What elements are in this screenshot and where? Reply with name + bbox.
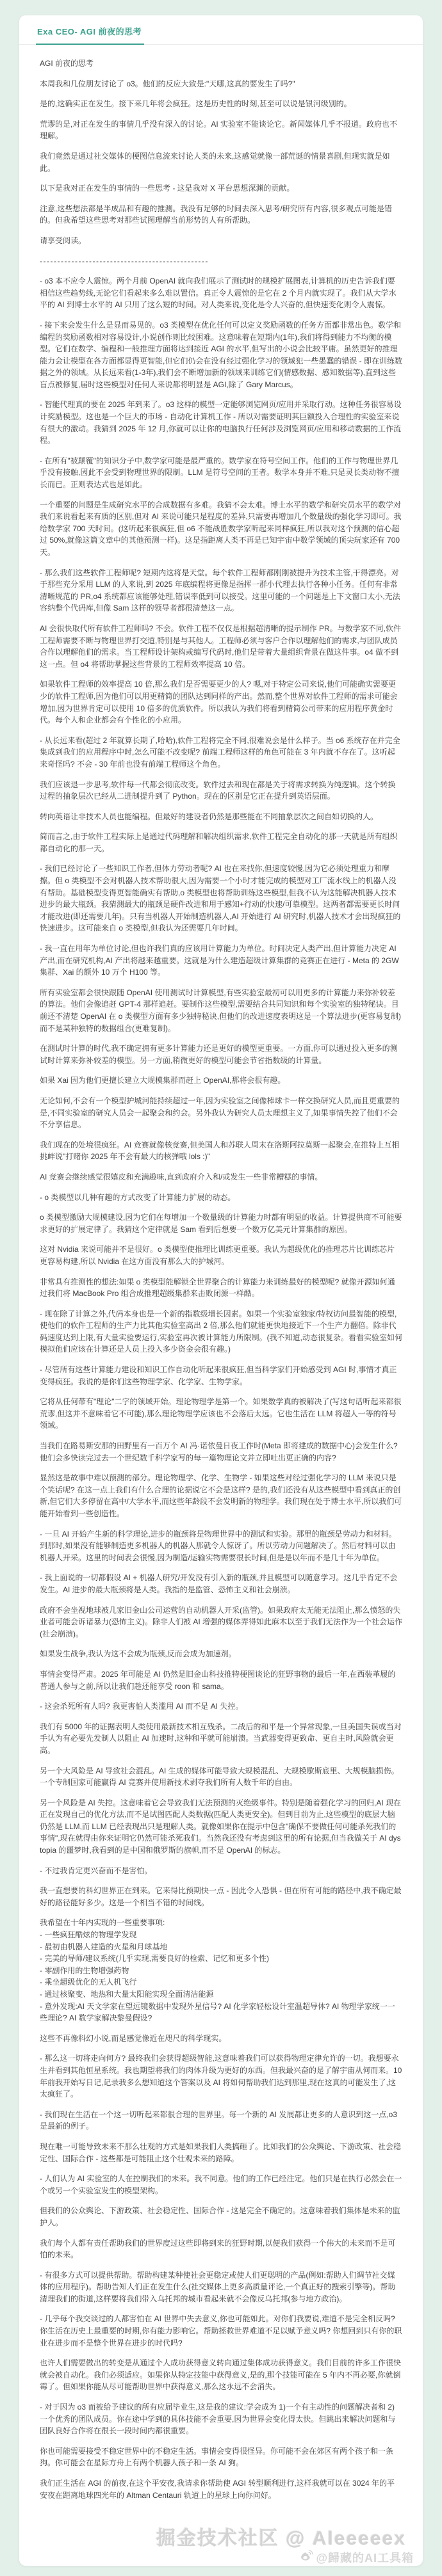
paragraph: 它将从任何带有"理论"二字的领域开始。理论物理学是第一个。如果数学真的被解决了(写这句话听起来都很荒谬,但这并不意味着它不可能),那么理论物理学应该也不会落后太远。它也生活在 LLM 将超人一等的符号领域。	[40, 1397, 402, 1430]
paragraph: - 智能代理真的要在 2025 年到来了。o3 这样的模型一定能够浏览网页/应用并采取行动。这种任务很容易设计奖励模型。这也是一个巨大的市场 - 自动化计算机工作 - 所以对需要证明其巨额投入合理性的实验室来说有很大的激动。我猜到 2025 年 12 月,你就可以让你的电脑执行任何涉及浏览网页/应用和移动数据的工作流程。	[40, 400, 402, 445]
paragraph: - 人们认为 AI 实验室的人在控制我们的未来。我不同意。他们的工作已经注定。他们只是在执行必然会在一个或另一个实验室发生的模型架构。	[40, 2174, 402, 2195]
paragraph: 如果软件工程师的效率提高 10 倍,那么我们是否需要更少的人? 嗯,对于特定公司来说,他们可能确实需要更少的软件工程师,因为他们可以用更精简的团队达到同样的产出。然而,整个世界对软件工程师的需求可能会增加,因为世界肯定可以使用 10 倍多的优质软件。所以我认为我们将看到精简公司带来的应用程序黄金时代。每个人和企业都会有个性化的小应用。	[40, 680, 398, 725]
paragraph: 转向英语让非技术人员也能编程。但最好的建设者仍然是那些能在不同抽象层次之间自如切换的人。	[40, 812, 379, 821]
paragraph: 你也可能需要接受不稳定世界中的不稳定生活。事情会变得很怪异。你可能不会在郊区有两个孩子和一条狗。你可能会在星际方舟上有两个机器人孩子和一条 AI 狗。	[40, 2446, 394, 2468]
paragraph: 本周我和几位朋友讨论了 o3。他们的反应大致是:"天哪,这真的要发生了吗?"	[40, 79, 295, 88]
paragraph: - 我一直在用年为单位讨论,但也许我们真的应该用计算能力为单位。时间决定人类产出,但计算能力决定 AI 产出,而在研究机构,AI 产出将越来越重要。这就是为什么建造超级计算集群的竞赛正在进行 - Meta 的 2GW 集群、Xai 的额外 10 万个 H100 等。	[40, 944, 399, 977]
paragraph: 另一个大风险是 AI 导致社会混乱。AI 生成的媒体可能导致大规模混乱、大规模歇斯底里、大规模脑损伤。一个专制国家可能赢得 AI 竞赛并使用新技术剥夺我们所有人数千年的自由。	[40, 1766, 399, 1788]
paragraph: - 一些疯狂酷炫的物理学发现	[40, 1930, 137, 1940]
paragraph: 但我们的公众舆论、下游政策、社会稳定性、国际合作 - 这是完全不确定的。这意味着我们集体是未来的监护人。	[40, 2206, 400, 2227]
paragraph: 请享受阅读。	[40, 236, 86, 245]
paragraph: AGI 前夜的思考	[40, 59, 94, 68]
paragraph: - 从长远来看(超过 2 年就算长期了,哈哈),软件工程将完全不同,很难说会是什么样子。当 o6 系统存在并完全集成到我们的应用程序中时,怎么可能不改变呢? 前端工程师这样的角色可能在 3 年内就不存在了。这听起来奇怪吗? 不会 - 30 年前也没有前端工程师这个角色。	[40, 735, 400, 769]
paragraph: 我们每个人都有责任帮助我们的世界度过这些即将到来的狂野时期,以便我们获得一个伟大的未来而不是可怕的未来。	[40, 2238, 396, 2260]
paragraph: - 那么这一切将走向何方? 最终我们会获得超级智能,这意味着我们可以获得物理定律允许的一切。我想要永生并看到其他恒星系统。我也期望将我们的肉体升级为更好的东西。但我最兴奋的是了解宇宙从何而来。10 年前我开始写日记,记录我多么想知道这个答案以及 AI 将如何帮助我们达到那里,现在这真的可能发生了,这太疯狂了。	[40, 2054, 402, 2099]
paragraph: - 最初由机器人建造的火星和月球基地	[40, 1942, 168, 1951]
paragraph: 如果发生战争,我认为这不会成为瓶颈,反而会成为加速剂。	[40, 1649, 236, 1659]
tab-article-title[interactable]	[36, 15, 144, 45]
paragraph: - 不过我肯定更兴奋而不是害怕。	[40, 1866, 152, 1875]
paragraph: - 尽管所有这些计算能力建设和知识工作自动化听起来很疯狂,但当科学家们开始感受到 AGI 时,事情才真正变得疯狂。我说的是你们这些物理学家、化学家、生物学家。	[40, 1365, 397, 1386]
paragraph: 另一个风险是 AI 失控。这意味着它会导致我们无法预测的灭绝级事件。特别是随着强化学习的回归,AI 现在正在发现自己的优化方法,而不是试图匹配人类数据(匹配人类更安全)。但到目前为止,这些模型的底层大脑仍然是 LLM,而 LLM 已经表现出只是理解人类。就像如果你在提示中包含"确保不要做任何可能杀死我们的事情",现在就得由你来证明它仍然可能杀死我们。当然我还没有考虑到这里的所有论据,但当我做关于 AI dystopia 的噩梦时,我看到的是中国和俄罗斯的旗帜,而不是 OpenAI 的标志。	[40, 1798, 402, 1855]
paragraph: 现在唯一可能导致未来不那么壮观的方式是如果我们人类搞砸了。比如我们的公众舆论、下游政策、社会稳定性、国际合作 - 这些都是可能阻止这个壮观未来的路障。	[40, 2141, 402, 2163]
paragraph: 显然这是故事中难以预测的部分。理论物理学、化学、生物学 - 如果这些对经过强化学习的 LLM 来说只是个笑话呢? 在这一点上我们有什么合理的论据说它不会是这样? 是的,我们还没有从这些模型中看到真正的创新,但它们大多停留在高中/大学水平,而这些年龄段不会发明新的物理学。我们现在处于博士水平,所以我们可能开始看到一些创造性。	[40, 1473, 402, 1518]
paragraph: - 零副作用的生物增强药物	[40, 1965, 129, 1975]
paragraph: - o3 本不应令人震惊。两个月前 OpenAI 就向我们展示了测试时的规模扩展图表,计算机的历史告诉我们要相信这些趋势线,无论它们看起来多么难以置信。真正令人震惊的是它在 2 个月内就实现了。我们从大学水平的 AI 到博士水平的 AI 只用了这么短的时间。对人类来说,变化是令人兴奋的,但快速变化则令人震惊。	[40, 276, 397, 310]
paragraph: o 类模型激励大规模建设,因为它们在每增加一个数量级的计算能力时都有明显的收益。计算提供商不可能要求更好的扩展定律了。我猜这个定律就是 Sam 看到后想要一个数万亿美元计算集群的原因。	[40, 1213, 402, 1234]
paragraph: - 完美的导师/建议系统(几乎实现,需要良好的检索、记忆和更多个性)	[40, 1954, 269, 1964]
paragraph: 简而言之,由于软件工程实际上是通过代码理解和解决组织需求,软件工程完全自动化的那一天就是所有组织都自动化的那一天。	[40, 832, 398, 853]
paragraph: 我们现在的处境很疯狂。AI 竞赛就像核竞赛,但美国人和苏联人周末在洛斯阿拉莫斯一起聚会,在推特上互相挑衅说"打赌你 2025 年不会有最大的核弹哦 lols :)"	[40, 1140, 400, 1162]
paragraph: 荒谬的是,对正在发生的事情几乎没有深入的讨论。AI 实验室不能谈论它。新闻媒体几乎不报道。政府也不理解。	[40, 119, 398, 141]
paragraph: 非常具有推测性的想法:如果 o 类模型能解锁全世界聚合的计算能力来训练最好的模型呢? 就像开源如何通过我们将 MacBook Pro 组合成推理超级集群来击败闭源一样酷。	[40, 1277, 395, 1299]
paragraph: - 我们现在生活在一个这一切听起来都很合理的世界里。每一个新的 AI 发展都让更多的人意识到这一点,o3 是最新的例子。	[40, 2109, 398, 2131]
paragraph: 这对 Nvidia 来说可能并不是很好。o 类模型使推理比训练更重要。我认为超级优化的推理芯片比训练芯片更容易构建,所以 Nvidia 在这方面没有那么大的护城河。	[40, 1245, 395, 1266]
paragraph: 如果 Xai 因为他们更擅长建立大规模集群而赶上 OpenAI,那将会很有趣。	[40, 1076, 286, 1085]
paragraph: 在测试时计算的时代,我不确定拥有更多计算能力还是更好的模型更重要。一方面,你可以通过投入更多的测试时计算来弥补较差的模型。另一方面,稍微更好的模型可能会节省指数级的计算量。	[40, 1044, 398, 1065]
paragraph: 我们应该退一步思考,软件每一代都会彻底改变。软件过去和现在都是关于将需求转换为纯逻辑。这个转换过程的抽象层次已经从二进制提升到了 Python。现在的区别是它正在提升到英语层面。	[40, 780, 396, 801]
paragraph: - 在所有"被颠覆"的知识分子中,数学家可能是最严重的。数学家在符号空间工作。他们的工作与物理世界几乎没有接触,因此不会受到物理世界的限制。LLM 是符号空间的王者。数学本身并不难,只是灵长类动物不擅长而已。正则表达式也是如此。	[40, 456, 400, 490]
paragraph: 我们竟然是通过社交媒体的梗图信息流来讨论人类的未来,这感觉就像一部荒诞的情景喜剧,但现实就是如此。	[40, 151, 390, 173]
tab-title-label: Exa CEO- AGI 前夜的思考	[37, 27, 142, 36]
paragraph: - 这会杀死所有人吗? 我更害怕人类滥用 AI 而不是 AI 失控。	[40, 1702, 243, 1711]
juejin-watermark-text: 掘金技术社区 @ Aleeeeex	[156, 2528, 406, 2550]
article-content	[19, 45, 423, 2566]
paragraph: 以下是我对正在发生的事情的一些思考 - 这是我对 X 平台思想深渊的贡献。	[40, 184, 295, 193]
paragraph: - 有很多方式可以提供帮助。帮助构建某种使社会更稳定或使人们更聪明的产品(例如:帮助人们调节社交媒体的应用程序)。帮助告知人们正在发生什么(社交媒体上更多高质量评论,一个真正好的搜索引擎等)。帮助清理我们的街道,这样要将我们带入乌托邦的城市看起来就不会像反乌托邦(参与地方政治)。	[40, 2270, 396, 2303]
paragraph: - 我们已经讨论了一些知识工作者,但体力劳动者呢? AI 也在来找你,但速度较慢,因为它必须处理重力和摩擦。但 o 类模型不会对机器人技术帮助很大,因为需要一个小时才能完成的模型对工厂流水线上的机器人没有帮助。基础模型变得更智能确实有帮助,o 类模型也将帮助训练这些模型,但我不认为这能解决机器人技术进步的最大瓶颈。我猜测最大的瓶颈是硬件改进和用于感知+行动的快速/可靠模型。这两者都需要更长时间才能改进(即还需要几年)。只有当机器人开始制造机器人,AI 开始进行 AI 研究时,机器人技术才会出现疯狂的快速进步。这可能来自 o 类模型,但我认为还需要几年时间。	[40, 864, 401, 933]
paragraph: - 现在除了计算之外,代码本身也是一个新的指数级增长因素。如果一个实验室独家/特权访问最智能的模型,使他们的软件工程师的生产力比其他实验室高出 2 倍,那么他们就能更快地接近下一个生产力翻倍。除非代码速度达到上限,有大量实验要运行,实验室再次被计算能力所限制。(我不知道,动态很复杂。看看实验室如何模拟他们应该在计算还是人员上投入多少资金会很有趣。)	[40, 1309, 403, 1354]
separator-line: ------------------------------------------------	[40, 256, 209, 266]
paragraph: - 我上面说的一切都假设 AI + 机器人研究/开发没有引入新的瓶颈,并且模型可以随意学习。这几乎肯定不会发生。AI 进步的最大瓶颈将是人类。我指的是监管、恐怖主义和社会崩溃。	[40, 1573, 398, 1594]
paragraph: - 那么我们这些软件工程师呢? 短期内这将是天堂。每个软件工程师都刚刚被提升为技术主管,干得漂亮。对于那些充分采用 LLM 的人来说,到 2025 年底编程将更像是指挥一群小代理去执行各种小任务。任何有非常清晰规范的 PR,o4 系统都应该能够处理,错误率低到可以接受。这里可能的一个问题是上下文窗口太小,无法容纳整个代码库,但像 Sam 这样的领导者都很清楚这一点。	[40, 568, 400, 613]
paragraph: - 通过核聚变、地热和大量太阳能实现全面清洁能源	[40, 1990, 214, 1999]
paragraph: - 乘坐超级优化的无人机飞行	[40, 1978, 137, 1987]
paragraph: 事情会变得严肃。2025 年可能是 AI 仍然是旧金山科技推特梗图谈论的狂野事物的最后一年,在西装革履的普通人参与之前,所以让我们趁还能享受 roon 和 sama。	[40, 1669, 396, 1691]
paragraph: 当我们在路易斯安那的田野里有一百万个 AI 冯·诺依曼日夜工作时(Meta 即将建成的数据中心)会发生什么? 他们会多快读完过去一个世纪数千科学家写的每一篇物理论文并立即吐出更正确的内容?	[40, 1441, 398, 1462]
paragraph: 无论如何,不会有一个模型护城河能持续超过一年,因为实验室之间像棒球卡一样交换研究人员,而且更重要的是,不同实验室的研究人员会一起聚会和约会。另外我认为研究人员太理想主义了,如果事情失控了他们不会不分享信息。	[40, 1096, 400, 1130]
paragraph: 是的,这确实正在发生。接下来几年将会疯狂。这是历史性的时刻,甚至可以说是银河级别的。	[40, 99, 352, 109]
paragraph: - 几乎每个我交谈过的人都害怕在 AI 世界中失去意义,你也可能如此。对你们我要说,难道不是完全相反吗? 你生活在历史上最重要的时期,你有能力影响它。帮助拯救世界难道不足以赋予意义吗? 你想回到只有你的职业在进步而不是整个世界在进步的时代吗?	[40, 2314, 402, 2348]
paragraph: 所有实验室都会很快跟随 OpenAI 使用测试时计算模型,有些实验室最初可以用更多的计算能力来弥补较差的算法。他们会像追赶 GPT-4 那样追赶。要制作这些模型,需要结合共同知识和每个实验室的独特秘诀。目前还不清楚 OpenAI 在 o 类模型方面有多少独特秘诀,但他们的改进速度表明这是一个算法进步(更容易复制)而不是某种独特的数据组合(更难复制)。	[40, 988, 402, 1033]
paragraph: - o 类模型以几种有趣的方式改变了计算能力扩展的动态。	[40, 1192, 236, 1202]
paragraph: 也许人们需要做出的转变是从通过个人成功获得意义转向通过集体成功获得意义。我们目前的许多工作很快就会被自动化。我们必须适应。如果你从特定技能中获得意义,是的,那个技能可能在 5 年内不再必要,你就倒霉了。但如果你能从尽可能帮助世界中获得意义,那么这永远不会消失。	[40, 2358, 402, 2392]
paragraph: 一个重要的问题是生成研究水平的合成数据有多难。我猜不会太难。博士水平的数学和研究员水平的数学对我们来说看起来有质的区别,但对 AI 来说可能只是程度的差异,只需要再增加几个数量级的强化学习即可。我给数学家 700 天时间。(这听起来很疯狂,但 o6 不能战胜数学家听起来同样疯狂,所以我对这个预测的信心超过 50%,就像这篇文章中的其他预测一样)。这是指距离人类不再是已知宇宙中数学领域的顶尖玩家还有 700 天。	[40, 500, 402, 557]
paragraph: AI 竞赛会继续感觉很嬉皮和充满趣味,直到政府介入和/或发生一些非常糟糕的事情。	[40, 1172, 323, 1181]
paragraph: - 一旦 AI 开始产生新的科学理论,进步的瓶颈将是物理世界中的测试和实验。那里的瓶颈是劳动力和材料。到那时,如果没有能够制造更多机器人的机器人那就令人惊讶了。所以劳动力问题解决了。然后材料可以由机器人开采。这里的时间表会很慢,因为制造/运输实物需要很长时间,但是是以年而不是几十年为单位。	[40, 1529, 397, 1562]
paragraph: - 对于因为 o3 而被给予建议的所有应届毕业生,这是我的建议:学会成为 1)一个有主动性的问题解决者和 2)一个优秀的团队成员。你在途中学到的具体技能不会重要,因为世界会变化得太快。但跳出来解决问题和与团队良好合作将在很长一段时间内都很重要。	[40, 2403, 396, 2436]
paragraph: AI 会很快取代所有软件工程师吗? 不会。软件工程不仅仅是根据超清晰的提示制作 PR。与数学家不同,软件工程师需要不断与物理世界打交道,特别是与其他人。工程师必须与客户合作以理解他们的需求,与团队成员合作以理解他们的需求。当工程师设计架构或编写代码时,他们是带着大量组织背景在做这件事。o4 做不到这一点。但 o4 将帮助掌握这些背景的工程师效率提高 10 倍。	[40, 623, 402, 669]
paragraph: 我一直想要的科幻世界正在到来。它来得比预期快一点 - 因此令人恐惧 - 但在所有可能的路径中,我不确定最好的路径能好多少。这是一个相当不错的时间线。	[40, 1886, 402, 1907]
weibo-watermark-text: @歸藏的AI工具箱	[316, 2551, 414, 2564]
paragraph: 我们有 5000 年的证据表明人类使用最新技术相互残杀。二战后的和平是一个异常现象,一旦美国失误或当对手认为有必要先发制人以阻止 AI 加速时,这种和平就可能崩溃。当武器变得更致命、更自主时,风险就会更高。	[40, 1722, 402, 1755]
paragraph: 政府不会坐视地球被几家旧金山公司运营的自动机器人开采(监管)。如果政府太无能无法阻止,那么愤怒的失业者可能会诉诸暴力(恐怖主义)。除非人们被 AI 增强的媒体弄得如此麻木以至于我们无法作为一个社会运作(社会崩溃)。	[40, 1605, 403, 1638]
paragraph: - 接下来会发生什么是显而易见的。o3 类模型在优化任何可以定义奖励函数的任务方面都非常出色。数学和编程的奖励函数相对容易设计,小说创作则比较困难。这意味着在短期内(1年),我们将得到能力不均衡的模型。它们在数学、编程和一般推理方面将达到接近 AGI 的水平,但写出的小说会比较平庸。虽然更好的推理能力会让模型在各方面都显得更智能,但它们仍会在没有经过强化学习的领域犯一些愚蠢的错误 - 即在训练数据之外的领域。从长远来看(1-3年),我们会不断增加新的领域来训练它们(情感数据、感知数据等),直到这些盲点被修复,届时这些模型对任何人来说都将明显是 AGI,除了 Gary Marcus。	[40, 320, 403, 389]
article-card	[19, 15, 423, 2566]
paragraph: - 意外发现:AI 天文学家在望远镜数据中发现外星信号? AI 化学家轻松设计室温超导体? AI 物理学家统一一些理论? AI 数学家解决黎曼假设?	[40, 2001, 395, 2023]
paragraph: 这些不再像科幻小说,而是感觉像近在咫尺的科学现实。	[40, 2033, 227, 2043]
paragraph: 我希望在十年内实现的一些重要事项:	[40, 1918, 165, 1928]
paragraph: 我们正生活在 AGI 的前夜,在这个平安夜,我请求你帮助使 AGI 转型顺利进行,这样我就可以在 3024 年的平安夜在距离地球四光年的 Altman Centauri 轨道上的星球上向你问好。	[40, 2479, 395, 2500]
header	[19, 15, 423, 45]
paragraph: 注意,这些想法都是半成品和有趣的推测。我没有足够的时间去深入思考/研究所有内容,很多观点可能是错的。但我希望这些思考对那些试图理解当前形势的人有所帮助。	[40, 204, 393, 225]
